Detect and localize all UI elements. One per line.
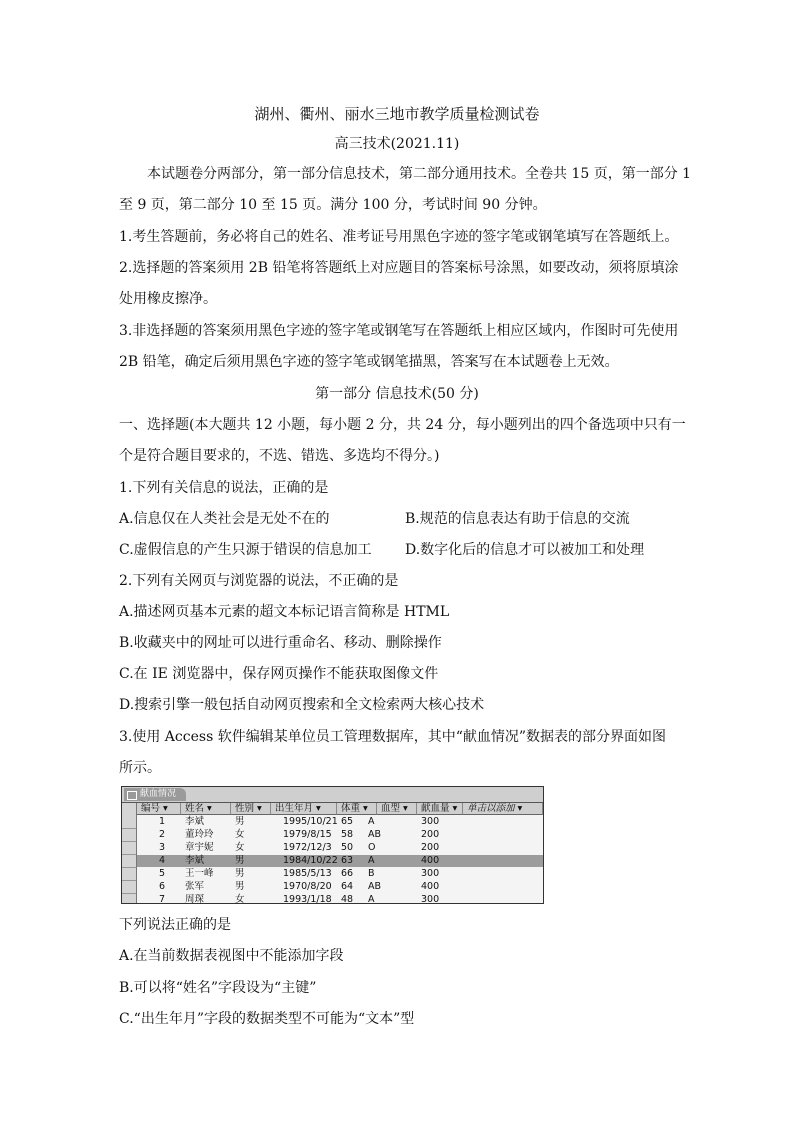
intro-line-2: 至 9 页，第二部分 10 至 15 页。满分 100 分，考试时间 90 分钟。 <box>119 197 547 213</box>
table-cell[interactable]: 6 <box>159 881 166 892</box>
table-cell[interactable]: 李斌 <box>185 816 205 827</box>
table-cell[interactable]: 66 <box>341 868 354 879</box>
table-cell[interactable]: 1995/10/21 <box>283 816 338 827</box>
table-cell[interactable]: 女 <box>235 894 245 904</box>
q1-option-c: C.虚假信息的产生只源于错误的信息加工 <box>119 542 372 558</box>
q2-option-d: D.搜索引擎一般包括自动网页搜索和全文检索两大核心技术 <box>119 697 485 713</box>
col-header-name[interactable]: 姓名 ▾ <box>181 803 231 815</box>
col-header-birth[interactable]: 出生年月 ▾ <box>271 803 337 815</box>
record-selector[interactable] <box>122 842 136 855</box>
record-selector[interactable] <box>122 881 136 894</box>
table-cell[interactable]: 400 <box>421 881 440 892</box>
table-cell[interactable]: 男 <box>235 868 245 879</box>
table-cell[interactable]: 张军 <box>185 881 205 892</box>
q1-option-a: A.信息仅在人类社会是无处不在的 <box>119 511 330 527</box>
table-cell[interactable]: 1970/8/20 <box>283 881 332 892</box>
col-header-weight[interactable]: 体重 ▾ <box>337 803 377 815</box>
table-cell[interactable]: 300 <box>421 868 440 879</box>
table-cell[interactable]: 1979/8/15 <box>283 829 332 840</box>
q2-option-b: B.收藏夹中的网址可以进行重命名、移动、删除操作 <box>119 635 442 651</box>
note-2-line-1: 2.选择题的答案须用 2B 铅笔将答题纸上对应题目的答案标号涂黑，如要改动，须将原填涂 <box>119 260 679 276</box>
table-cell[interactable]: 1985/5/13 <box>283 868 332 879</box>
table-cell[interactable]: 董玲玲 <box>185 829 214 840</box>
table-cell[interactable]: 1972/12/3 <box>283 842 332 853</box>
table-cell[interactable]: A <box>368 855 375 866</box>
part1-heading: 第一部分 信息技术(50 分) <box>315 386 479 402</box>
q3-stem-line-1: 3.使用 Access 软件编辑某单位员工管理数据库，其中“献血情况”数据表的部分界面如图 <box>119 729 667 745</box>
q3-option-c: C.“出生年月”字段的数据类型不可能为“文本”型 <box>119 1011 415 1027</box>
q1-option-b: B.规范的信息表达有助于信息的交流 <box>405 511 630 527</box>
record-selector[interactable] <box>122 868 136 881</box>
table-cell[interactable]: 200 <box>421 842 440 853</box>
table-cell[interactable]: O <box>368 842 376 853</box>
record-selector[interactable] <box>122 894 136 904</box>
note-1: 1.考生答题前，务必将自己的姓名、准考证号用黑色字迹的签字笔或钢笔填写在答题纸上。 <box>119 229 679 245</box>
table-cell[interactable]: 男 <box>235 816 245 827</box>
q3-followup: 下列说法正确的是 <box>119 917 231 933</box>
table-cell[interactable]: B <box>368 868 375 879</box>
record-selector[interactable] <box>122 855 136 868</box>
table-icon <box>127 791 137 800</box>
access-datasheet-figure <box>121 786 544 904</box>
record-selector[interactable] <box>122 816 136 829</box>
table-cell[interactable]: 50 <box>341 842 354 853</box>
q1-option-d: D.数字化后的信息才可以被加工和处理 <box>405 542 645 558</box>
exam-title: 湖州、衢州、丽水三地市教学质量检测试卷 <box>254 105 540 123</box>
col-header-amount[interactable]: 献血量 ▾ <box>417 803 463 815</box>
q3-stem-line-2: 所示。 <box>119 760 161 776</box>
table-cell[interactable]: 王一峰 <box>185 868 214 879</box>
table-cell[interactable]: A <box>368 816 375 827</box>
table-cell[interactable]: 400 <box>421 855 440 866</box>
table-cell[interactable]: AB <box>368 881 382 892</box>
table-cell[interactable]: 男 <box>235 881 245 892</box>
table-cell[interactable]: 58 <box>341 829 354 840</box>
col-header-id[interactable]: 编号 ▾ <box>137 803 181 815</box>
q3-option-a: A.在当前数据表视图中不能添加字段 <box>119 948 344 964</box>
table-cell[interactable]: 女 <box>235 842 245 853</box>
table-tab[interactable] <box>124 788 186 801</box>
table-cell[interactable]: 3 <box>159 842 166 853</box>
q3-option-b: B.可以将“姓名”字段设为“主键” <box>119 980 317 996</box>
col-header-blood[interactable]: 血型 ▾ <box>377 803 417 815</box>
table-cell[interactable]: 2 <box>159 829 166 840</box>
table-cell[interactable]: 65 <box>341 816 354 827</box>
q2-option-c: C.在 IE 浏览器中，保存网页操作不能获取图像文件 <box>119 666 439 682</box>
q2-option-a: A.描述网页基本元素的超文本标记语言简称是 HTML <box>119 604 450 620</box>
section-intro-line-2: 个是符合题目要求的，不选、错选、多选均不得分。) <box>119 448 440 464</box>
datasheet-grid <box>122 803 543 903</box>
col-header-gender[interactable]: 性别 ▾ <box>231 803 271 815</box>
table-cell[interactable]: 1984/10/22 <box>283 855 338 866</box>
table-cell[interactable]: 1993/1/18 <box>283 894 332 904</box>
note-3-line-2: 2B 铅笔，确定后须用黑色字迹的签字笔或钢笔描黑，答案写在本试题卷上无效。 <box>119 354 619 370</box>
table-cell[interactable]: A <box>368 894 375 904</box>
table-cell[interactable]: 男 <box>235 855 245 866</box>
table-cell[interactable]: AB <box>368 829 382 840</box>
table-cell[interactable]: 女 <box>235 829 245 840</box>
table-cell[interactable]: 64 <box>341 881 354 892</box>
table-cell[interactable]: 周琛 <box>185 894 205 904</box>
table-cell[interactable]: 1 <box>159 816 166 827</box>
table-cell[interactable]: 300 <box>421 894 440 904</box>
table-tab-label: 献血情况 <box>140 789 177 799</box>
note-2-line-2: 处用橡皮擦净。 <box>119 291 217 307</box>
record-selector[interactable] <box>122 829 136 842</box>
table-cell[interactable]: 4 <box>159 855 166 866</box>
table-cell[interactable]: 7 <box>159 894 166 904</box>
exam-subtitle: 高三技术(2021.11) <box>334 136 460 152</box>
table-cell[interactable]: 5 <box>159 868 166 879</box>
table-cell[interactable]: 200 <box>421 829 440 840</box>
q2-stem: 2.下列有关网页与浏览器的说法，不正确的是 <box>119 573 399 589</box>
access-tab-bar <box>122 787 543 803</box>
note-3-line-1: 3.非选择题的答案须用黑色字迹的签字笔或钢笔写在答题纸上相应区域内，作图时可先使用 <box>119 323 679 339</box>
table-cell[interactable]: 李斌 <box>185 855 205 866</box>
table-cell[interactable]: 300 <box>421 816 440 827</box>
table-cell[interactable]: 63 <box>341 855 354 866</box>
col-header-add[interactable]: 单击以添加 ▾ <box>463 803 543 815</box>
table-cell[interactable]: 章宇妮 <box>185 842 214 853</box>
table-cell[interactable]: 48 <box>341 894 354 904</box>
section-intro-line-1: 一、选择题(本大题共 12 小题，每小题 2 分，共 24 分，每小题列出的四个备选项中只有一 <box>119 417 686 433</box>
intro-line-1: 本试题卷分两部分，第一部分信息技术，第二部分通用技术。全卷共 15 页，第一部分 1 <box>147 166 692 182</box>
q1-stem: 1.下列有关信息的说法，正确的是 <box>119 480 329 496</box>
